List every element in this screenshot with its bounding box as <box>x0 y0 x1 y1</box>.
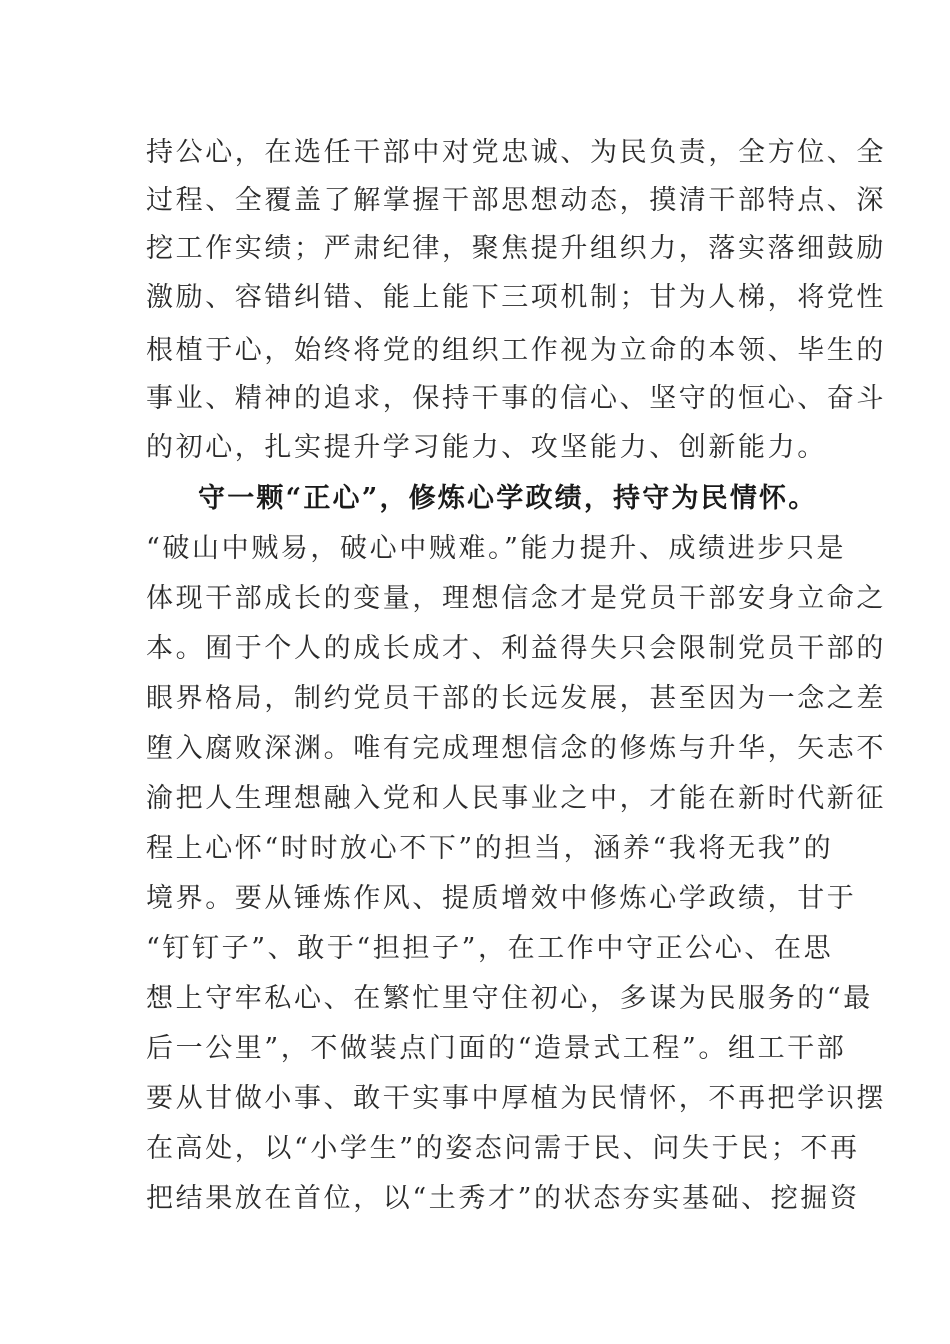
paragraph-line: 根植于心，始终将党的组织工作视为立命的本领、毕生的 <box>146 335 886 366</box>
paragraph-line: 后一公里”，不做装点门面的“造景式工程”。组工干部 <box>146 1033 847 1064</box>
paragraph-line: 持公心，在选任干部中对党忠诚、为民负责，全方位、全 <box>146 137 886 168</box>
paragraph-line: 要从甘做小事、敢干实事中厚植为民情怀，不再把学识摆 <box>146 1083 886 1114</box>
paragraph-line: 境界。要从锤炼作风、提质增效中修炼心学政绩，甘于 <box>146 883 857 914</box>
paragraph-line: 激励、容错纠错、能上能下三项机制；甘为人梯，将党性 <box>146 282 886 313</box>
paragraph-line: 在高处，以“小学生”的姿态问需于民、问失于民；不再 <box>146 1133 860 1164</box>
paragraph-line: “破山中贼易，破心中贼难。”能力提升、成绩进步只是 <box>146 533 847 564</box>
paragraph-line: 程上心怀“时时放心不下”的担当，涵养“我将无我”的 <box>146 833 834 864</box>
section-heading: 守一颗“正心”，修炼心学政绩，持守为民情怀。 <box>198 483 818 514</box>
paragraph-line: 眼界格局，制约党员干部的长远发展，甚至因为一念之差 <box>146 683 886 714</box>
paragraph-line: 挖工作实绩；严肃纪律，聚焦提升组织力，落实落细鼓励 <box>146 233 886 264</box>
paragraph-line: 渝把人生理想融入党和人民事业之中，才能在新时代新征 <box>146 783 886 814</box>
paragraph-line: 的初心，扎实提升学习能力、攻坚能力、创新能力。 <box>146 432 827 463</box>
paragraph-line: “钉钉子”、敢于“担担子”，在工作中守正公心、在思 <box>146 933 834 964</box>
paragraph-line: 过程、全覆盖了解掌握干部思想动态，摸清干部特点、深 <box>146 185 886 216</box>
paragraph-line: 把结果放在首位，以“土秀才”的状态夯实基础、挖掘资 <box>146 1183 860 1214</box>
paragraph-line: 本。囿于个人的成长成才、利益得失只会限制党员干部的 <box>146 633 886 664</box>
paragraph-line: 堕入腐败深渊。唯有完成理想信念的修炼与升华，矢志不 <box>146 733 886 764</box>
paragraph-line: 想上守牢私心、在繁忙里守住初心，多谋为民服务的“最 <box>146 983 873 1014</box>
paragraph-line: 事业、精神的追求，保持干事的信心、坚守的恒心、奋斗 <box>146 383 886 414</box>
paragraph-line: 体现干部成长的变量，理想信念才是党员干部安身立命之 <box>146 583 886 614</box>
